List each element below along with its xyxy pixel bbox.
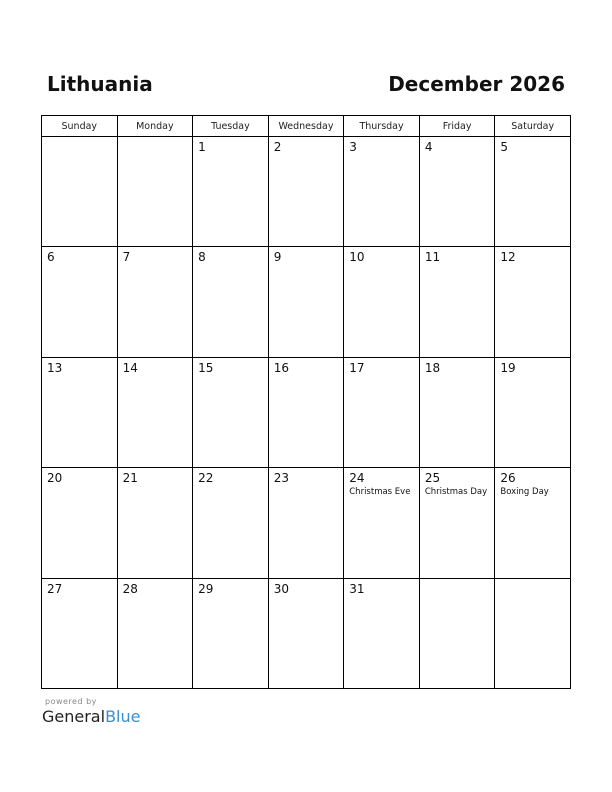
day-cell [193,357,269,467]
day-cell [268,357,344,467]
day-cell [268,468,344,578]
powered-by-text: powered by [45,697,97,706]
day-number: 30 [273,581,289,596]
day-cell [117,247,193,357]
day-cell [193,247,269,357]
day-cell [42,578,118,688]
day-cell [42,247,118,357]
day-cell [344,468,420,578]
weekday-header: Thursday [344,116,420,137]
day-number: 16 [273,360,289,375]
day-number: 11 [424,250,441,265]
calendar-month-title: December 2026 [388,72,565,96]
weekday-header: Friday [419,116,495,137]
day-cell [419,578,495,688]
day-cell [344,578,420,688]
day-cell [117,468,193,578]
day-cell [344,247,420,357]
day-number: 20 [47,471,63,486]
generalblue-logo[interactable] [42,707,140,727]
week-row [42,357,571,467]
weekday-header: Sunday [42,116,118,137]
day-number: 21 [122,471,138,486]
day-number [420,579,495,582]
holiday-label: Boxing Day [500,487,549,498]
day-number: 13 [47,360,63,375]
holiday-label: Christmas Eve [349,487,411,498]
day-number: 17 [349,360,365,375]
day-number: 7 [122,250,131,265]
day-number [118,137,193,140]
day-cell [268,247,344,357]
day-cell [344,137,420,247]
day-cell [495,247,571,357]
day-number: 14 [122,360,138,375]
day-cell [42,357,118,467]
day-cell [419,137,495,247]
brand-general-text: General [42,707,106,726]
day-number: 15 [198,360,214,375]
powered-by-footer [42,697,140,727]
day-number: 2 [273,140,282,154]
day-cell [42,137,118,247]
day-cell [268,137,344,247]
day-number: 4 [424,140,433,154]
day-cell [193,468,269,578]
day-number: 27 [47,581,63,596]
day-cell [495,578,571,688]
week-row [42,247,571,357]
weekday-header: Monday [117,116,193,137]
week-row [42,468,571,578]
week-row [42,578,571,688]
weekday-header: Wednesday [268,116,344,137]
day-number: 29 [198,581,214,596]
day-cell [117,578,193,688]
day-cell [495,137,571,247]
day-number: 6 [47,250,55,265]
holiday-label: Christmas Day [424,487,488,498]
day-cell [117,357,193,467]
day-number: 31 [349,581,365,596]
calendar-country-title: Lithuania [47,72,153,96]
day-number: 3 [349,140,357,154]
day-number: 10 [349,250,365,265]
day-number: 9 [273,250,282,265]
weekday-header: Tuesday [193,116,269,137]
day-cell [419,468,495,578]
weekday-header: Saturday [495,116,571,137]
day-number: 12 [500,250,516,265]
day-cell [419,357,495,467]
day-cell [268,578,344,688]
week-row [42,137,571,247]
day-number: 23 [273,471,289,486]
day-number: 19 [500,360,516,375]
day-cell [193,578,269,688]
day-number: 24 [349,471,365,486]
day-number: 8 [198,250,206,265]
day-number: 1 [198,140,206,154]
day-number [42,137,117,140]
day-cell [193,137,269,247]
day-number: 18 [424,360,441,375]
day-number: 25 [424,471,441,486]
day-number [495,579,570,582]
day-number: 26 [500,471,516,486]
day-number: 28 [122,581,138,596]
weekday-header-row [42,116,571,137]
day-cell [344,357,420,467]
day-cell [495,468,571,578]
month-calendar-grid [41,115,571,689]
brand-blue-text: Blue [105,707,141,726]
day-cell [42,468,118,578]
day-cell [117,137,193,247]
day-cell [495,357,571,467]
day-cell [419,247,495,357]
day-number: 5 [500,140,509,154]
day-number: 22 [198,471,214,486]
